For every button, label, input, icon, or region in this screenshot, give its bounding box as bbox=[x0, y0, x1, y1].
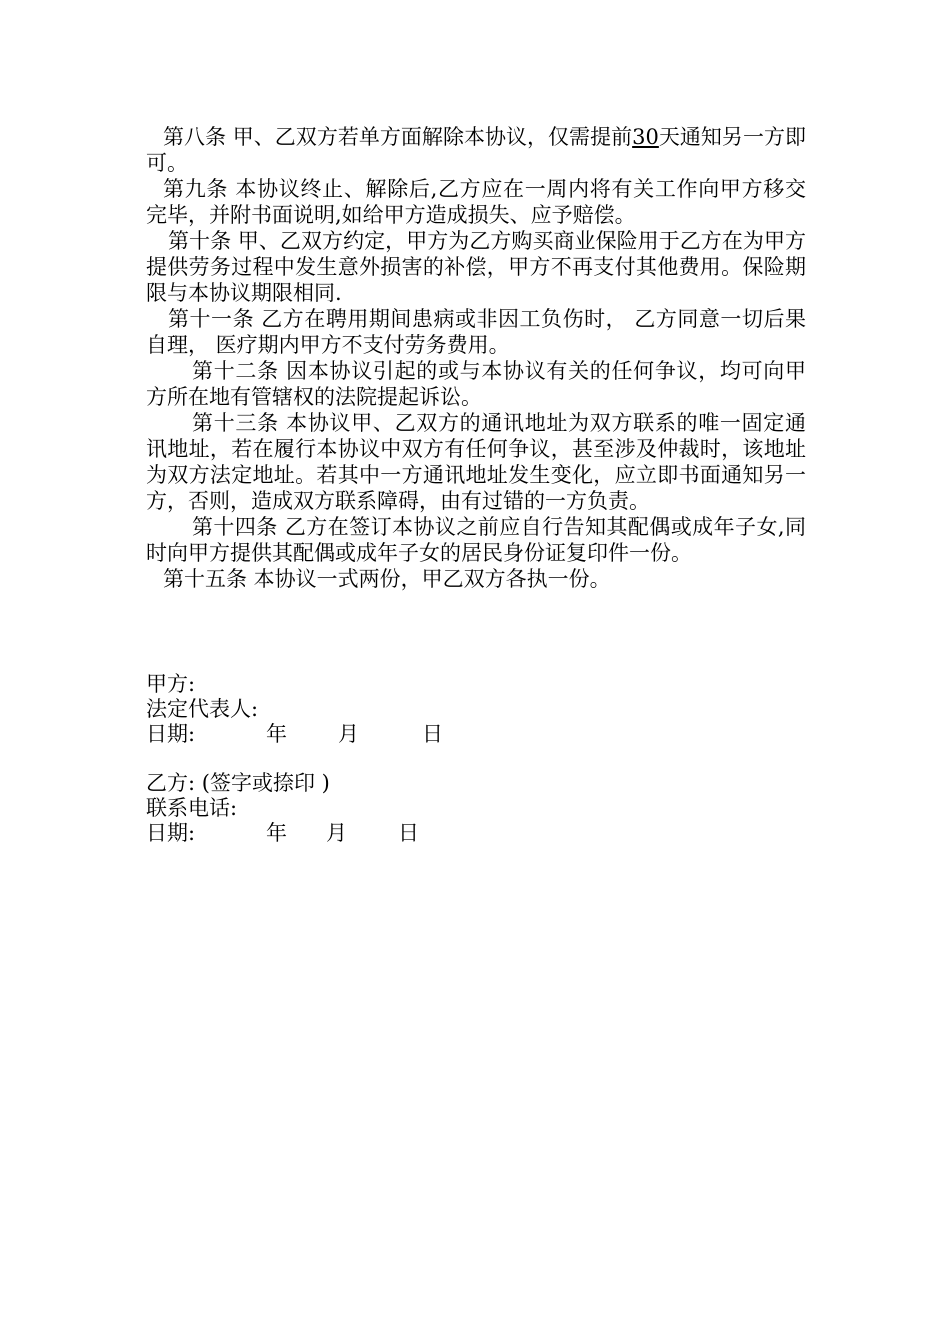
party-a-date-day: 日 bbox=[422, 722, 443, 746]
party-a-date-label: 日期: bbox=[146, 722, 196, 746]
article-10: 第十条 甲、乙双方约定，甲方为乙方购买商业保险用于乙方在为甲方提供劳务过程中发生意外损害的补偿，甲方不再支付其他费用。保险期限与本协议期限相同. bbox=[146, 229, 806, 305]
party-a-date bbox=[146, 722, 646, 747]
article-8-text: 第八条 甲、乙双方若单方面解除本协议，仅需提前 bbox=[163, 125, 633, 149]
article-8 bbox=[146, 124, 806, 176]
party-b-phone: 联系电话: bbox=[146, 796, 238, 820]
party-a-label: 甲方: bbox=[146, 672, 196, 696]
party-b-date-month: 月 bbox=[326, 821, 347, 845]
article-13: 第十三条 本协议甲、乙双方的通讯地址为双方联系的唯一固定通讯地址，若在履行本协议中双方有任何争议，甚至涉及仲裁时，该地址为双方法定地址。若其中一方通讯地址发生变化，应立即书面通知另一方，否则，造成双方联系障碍，由有过错的一方负责。 bbox=[146, 411, 806, 513]
party-b-date-day: 日 bbox=[398, 821, 419, 845]
party-b-label: 乙方: (签字或捺印 ) bbox=[146, 771, 330, 795]
party-a-date-year: 年 bbox=[266, 722, 287, 746]
article-11: 第十一条 乙方在聘用期间患病或非因工负伤时， 乙方同意一切后果自理， 医疗期内甲方不支付劳务费用。 bbox=[146, 307, 806, 357]
article-9: 第九条 本协议终止、解除后,乙方应在一周内将有关工作向甲方移交完毕，并附书面说明,如给甲方造成损失、应予赔偿。 bbox=[146, 177, 806, 227]
party-a-representative: 法定代表人: bbox=[146, 697, 259, 721]
party-b-signature-block bbox=[146, 771, 646, 846]
notice-days: 30 bbox=[632, 125, 659, 149]
party-a-date-month: 月 bbox=[338, 722, 359, 746]
article-12: 第十二条 因本协议引起的或与本协议有关的任何争议，均可向甲方所在地有管辖权的法院提起诉讼。 bbox=[146, 359, 806, 409]
agreement-body bbox=[146, 124, 806, 592]
article-8-text-end: 天通知另一方即可。 bbox=[146, 125, 806, 175]
party-a-signature-block bbox=[146, 672, 646, 747]
party-b-date-label: 日期: bbox=[146, 821, 196, 845]
article-14: 第十四条 乙方在签订本协议之前应自行告知其配偶或成年子女,同时向甲方提供其配偶或成年子女的居民身份证复印件一份。 bbox=[146, 515, 806, 565]
party-b-date bbox=[146, 821, 646, 846]
article-15: 第十五条 本协议一式两份，甲乙双方各执一份。 bbox=[163, 567, 611, 591]
party-b-date-year: 年 bbox=[266, 821, 287, 845]
